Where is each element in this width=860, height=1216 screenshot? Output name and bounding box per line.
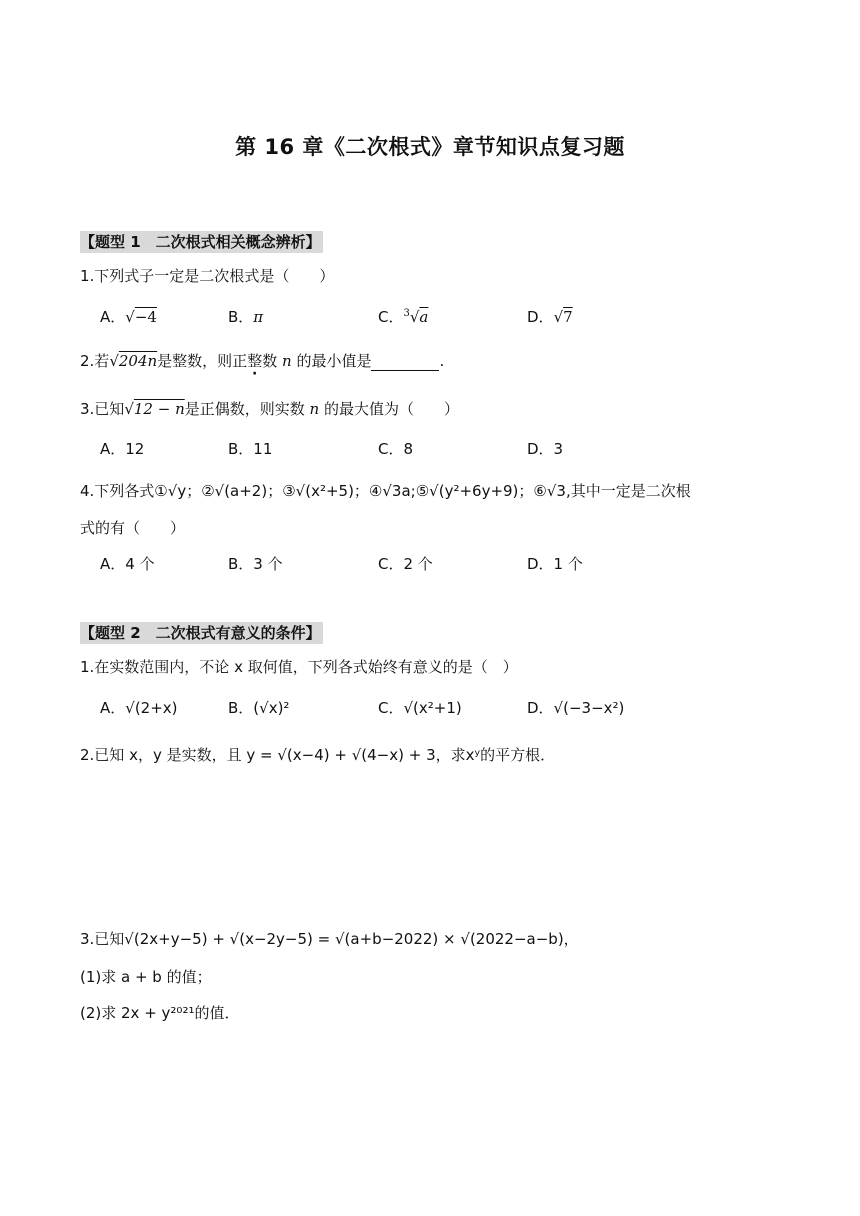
s1-q3-prefix: 3.已知 (80, 400, 125, 418)
s1-q2-stem: 2.若√204n是整数，则正整数 n 的最小值是 . (80, 352, 445, 370)
s1-q4-line2: 式的有（ ） (80, 519, 186, 537)
s1-q1-option-b: B．π (228, 308, 264, 326)
s1-q4-option-b: B．3 个 (228, 555, 283, 573)
s1-q2-emph: 正整数 (232, 352, 278, 370)
s2-q2-stem: 2.已知 x，y 是实数，且 y = √(x−4) + √(4−x) + 3，求xʸ的平方根． (80, 746, 556, 764)
s1-q3-end: 的最大值为（ ） (323, 400, 459, 418)
s1-q3-option-b: B．11 (228, 440, 273, 458)
s1-q3-stem: 3.已知√12 − n是正偶数，则实数 n 的最大值为（ ） (80, 400, 459, 418)
s2-q1-option-c: C．√(x²+1) (378, 699, 462, 717)
s1-q3-option-a: A．12 (100, 440, 145, 458)
s1-q1-option-d: D．√7 (527, 308, 573, 326)
s2-q1-stem: 1.在实数范围内，不论 x 取何值，下列各式始终有意义的是（ ） (80, 658, 518, 676)
s1-q2-answer-blank[interactable] (371, 355, 439, 371)
s1-q3-option-c: C．8 (378, 440, 414, 458)
s1-q3-option-d: D．3 (527, 440, 564, 458)
s1-q2-var: n (281, 352, 292, 370)
s1-q2-end: 的最小值是 (296, 352, 372, 370)
s1-q1-option-a: A．√−4 (100, 308, 157, 326)
s2-q1-option-d: D．√(−3−x²) (527, 699, 625, 717)
s2-q1-option-a: A．√(2+x) (100, 699, 178, 717)
s1-q3-var: n (309, 400, 320, 418)
s1-q4-option-c: C．2 个 (378, 555, 433, 573)
s1-q2-period: . (439, 352, 445, 370)
s1-q4-line1: 4.下列各式①√y；②√(a+2)；③√(x²+5)；④√3a;⑤√(y²+6y+9)；⑥√3,其中一定是二次根 (80, 482, 691, 500)
s2-q3-sub1: (1)求 a + b 的值； (80, 968, 212, 986)
s1-q4-option-d: D．1 个 (527, 555, 583, 573)
s1-q1-stem: 1.下列式子一定是二次根式是（ ） (80, 267, 335, 285)
page-title: 第 16 章《二次根式》章节知识点复习题 (235, 135, 625, 159)
section-heading-1 (80, 231, 323, 252)
s2-q3-sub2: (2)求 2x + y²⁰²¹的值． (80, 1004, 240, 1022)
s1-q1-option-c: C．$^3$√a (378, 308, 429, 326)
section-heading-2 (80, 622, 323, 643)
s1-q4-option-a: A．4 个 (100, 555, 155, 573)
s2-q1-option-b: B．(√x)² (228, 699, 290, 717)
s1-q2-radicand: 204n (118, 352, 158, 370)
s1-q2-prefix: 2.若 (80, 352, 110, 370)
s1-q2-mid: 是整数，则 (157, 352, 233, 370)
s2-q3-stem: 3.已知√(2x+y−5) + √(x−2y−5) = √(a+b−2022) × √(2022−a−b)， (80, 930, 579, 948)
s1-q3-mid: 是正偶数，则实数 (184, 400, 305, 418)
section-heading-2-text: 【题型 2 二次根式有意义的条件】 (80, 624, 321, 642)
section-heading-1-text: 【题型 1 二次根式相关概念辨析】 (80, 233, 321, 251)
s1-q3-radicand: 12 − n (133, 400, 185, 418)
